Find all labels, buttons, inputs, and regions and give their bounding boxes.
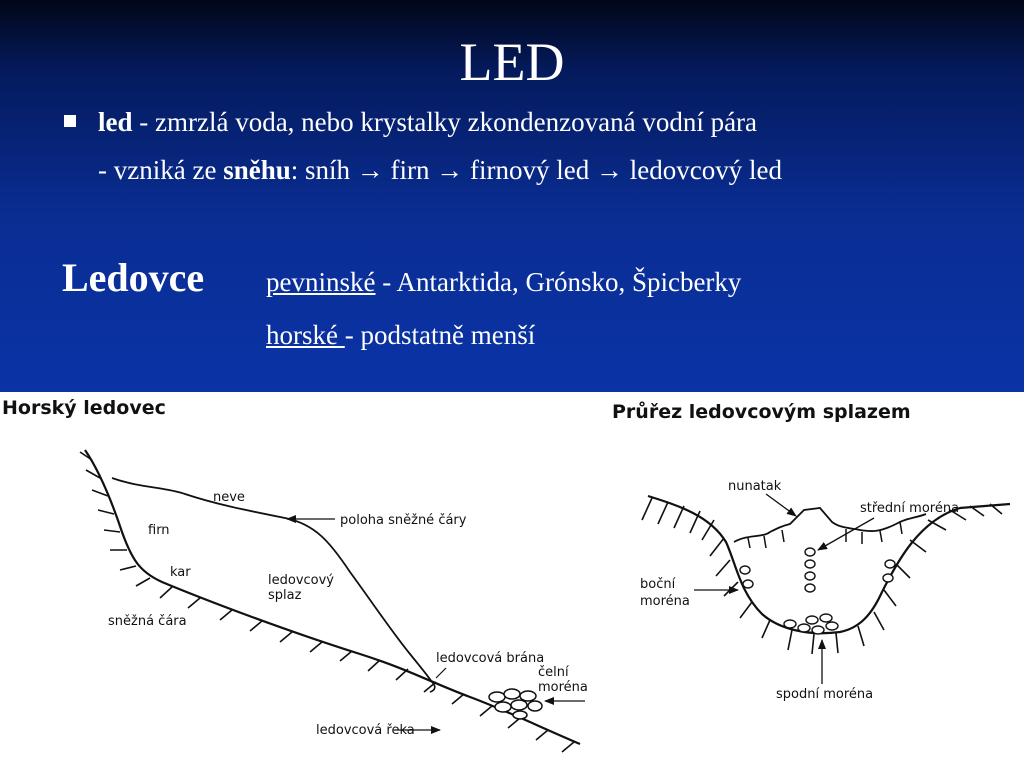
- bullet-definition: [98, 105, 757, 139]
- left-diagram-title: Horský ledovec: [2, 397, 166, 419]
- formation-prefix: - vzniká ze: [98, 155, 224, 185]
- term-snih: sněhu: [223, 155, 291, 185]
- type-desc-continental: - Antarktida, Grónsko, Špicberky: [375, 267, 742, 297]
- label-snow-line-position: poloha sněžné čáry: [340, 513, 467, 528]
- chain-step-2: firn: [390, 155, 430, 185]
- ledovce-heading: Ledovce: [62, 255, 205, 300]
- bedrock-slope: [85, 450, 580, 744]
- mountain-glacier-diagram: [2, 397, 588, 752]
- formation-line: [98, 153, 782, 187]
- label-glacier-gate: ledovcová brána: [436, 651, 545, 666]
- definition-text: - zmrzlá voda, nebo krystalky zkondenzovaná vodní pára: [132, 107, 758, 137]
- label-glacier-river: ledovcová řeka: [316, 723, 415, 738]
- chain-step-3: firnový led: [470, 155, 590, 185]
- term-led: led: [98, 107, 133, 137]
- label-glacier-tongue-1: ledovcový: [268, 573, 334, 588]
- arrow-right-icon: →: [436, 155, 464, 185]
- terminal-moraine-stones: [489, 689, 542, 719]
- label-glacier-tongue-2: splaz: [268, 588, 302, 603]
- label-lateral-moraine-2: moréna: [640, 594, 690, 609]
- glacier-cross-section-diagram: [612, 400, 1010, 702]
- glacier-type-continental: [266, 265, 741, 299]
- type-name-continental: pevninské: [266, 267, 376, 297]
- label-medial-moraine: střední moréna: [860, 501, 960, 516]
- label-nunatak: nunatak: [728, 479, 782, 494]
- label-kar: kar: [170, 565, 191, 580]
- crevasse-ticks: [748, 522, 902, 548]
- label-lateral-moraine-1: boční: [640, 577, 676, 592]
- lateral-moraine-stones: [740, 560, 895, 588]
- arrow-right-icon: →: [595, 155, 623, 185]
- label-ground-moraine: spodní moréna: [776, 687, 874, 702]
- label-neve: neve: [213, 490, 245, 505]
- bullet-square-icon: [64, 115, 76, 127]
- arrow-right-icon: →: [356, 155, 384, 185]
- chain-step-4: ledovcový led: [629, 155, 782, 185]
- type-desc-mountain: - podstatně menší: [344, 320, 536, 350]
- label-terminal-moraine-1: čelní: [538, 665, 569, 680]
- label-terminal-moraine-2: moréna: [538, 680, 588, 695]
- formation-colon: :: [290, 155, 305, 185]
- type-name-mountain: horské: [266, 320, 345, 350]
- slide-title: LED: [459, 32, 565, 92]
- medial-moraine-stones: [805, 548, 815, 592]
- label-snow-line: sněžná čára: [108, 614, 187, 629]
- label-firn: firn: [148, 523, 170, 538]
- right-diagram-title: Průřez ledovcovým splazem: [612, 401, 911, 423]
- glacier-type-mountain: [266, 318, 535, 352]
- diagrams-area: [0, 392, 1024, 768]
- glacier-diagrams: [0, 392, 1024, 768]
- valley-profile: [648, 496, 1010, 633]
- chain-step-1: sníh: [305, 155, 351, 185]
